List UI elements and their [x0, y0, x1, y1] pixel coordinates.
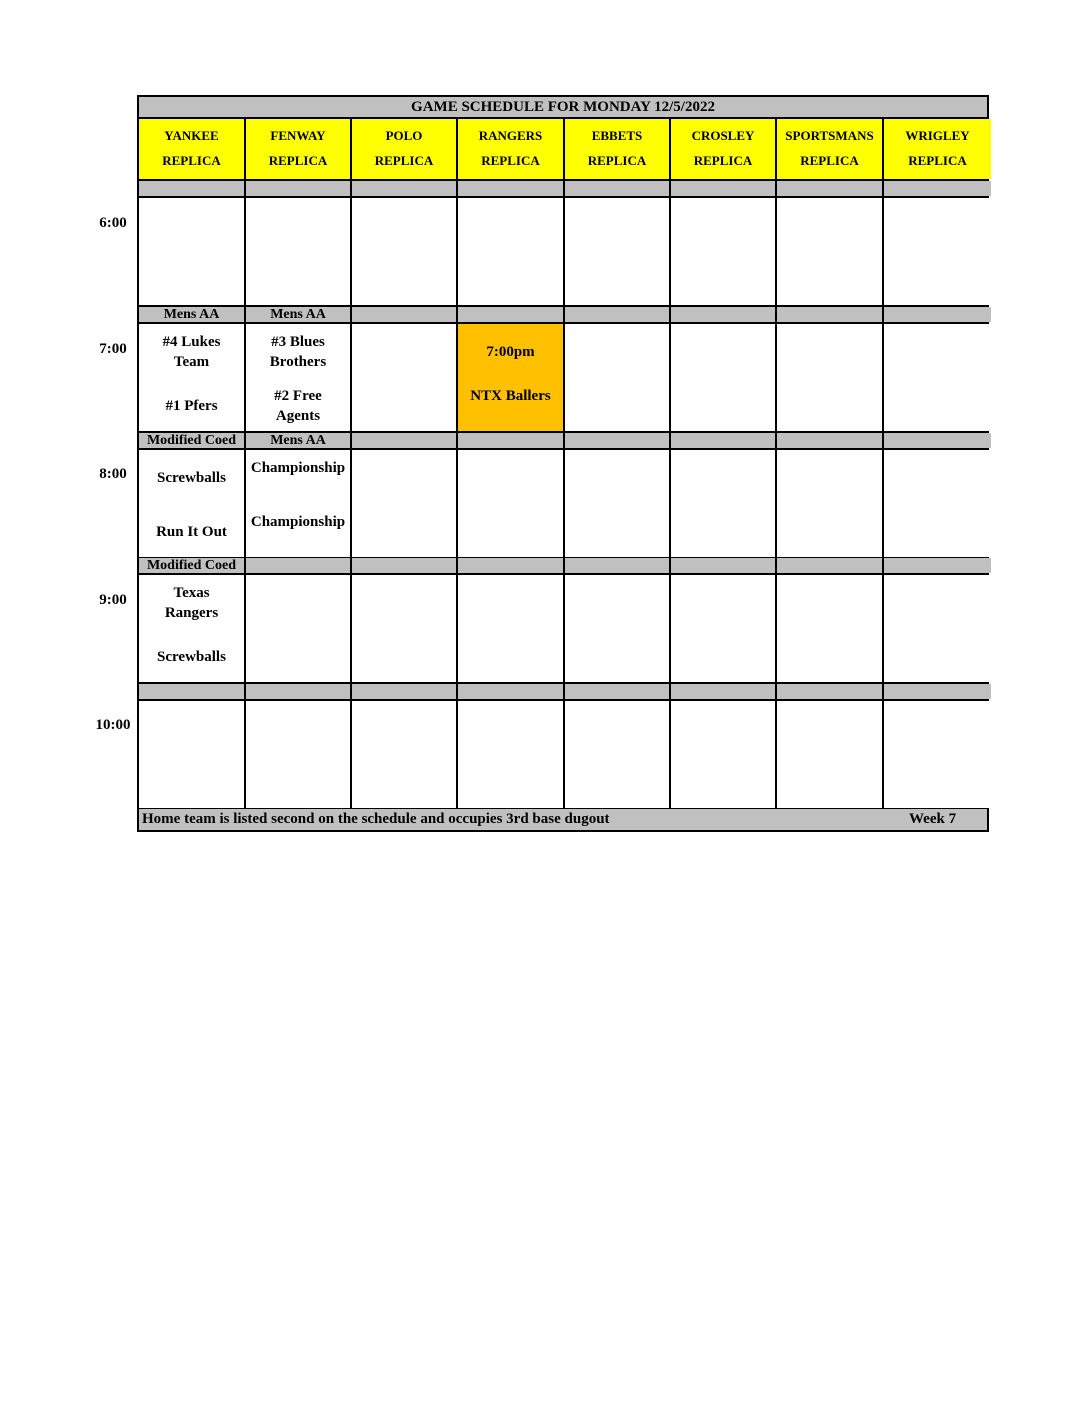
time-label: 8:00	[99, 466, 127, 482]
division-cell-1	[246, 684, 352, 699]
game-cell-7	[884, 450, 991, 557]
team-bottom: Championship	[250, 514, 346, 530]
game-cell-3	[458, 324, 565, 431]
division-cell-3	[458, 684, 565, 699]
field-name: YANKEE	[164, 127, 219, 143]
field-header-3	[458, 119, 565, 179]
division-cell-0: Modified Coed	[139, 558, 246, 573]
division-cell-6	[777, 684, 884, 699]
field-type: REPLICA	[481, 152, 540, 168]
team-top: Screwballs	[157, 470, 226, 486]
field-header-6	[777, 119, 884, 179]
game-cell-6	[777, 450, 884, 557]
field-type: REPLICA	[908, 152, 967, 168]
field-name: FENWAY	[270, 127, 326, 143]
division-row	[137, 558, 989, 575]
field-name: RANGERS	[478, 127, 543, 143]
team-top: Texas Rangers	[164, 585, 219, 621]
division-cell-2	[352, 181, 458, 196]
game-cell-7	[884, 198, 991, 305]
field-type: REPLICA	[587, 152, 647, 168]
game-cell-4	[565, 575, 671, 682]
division-cell-7	[884, 307, 991, 322]
field-header-2	[352, 119, 458, 179]
division-cell-6	[777, 307, 884, 322]
team-top: #3 Blues Brothers	[269, 334, 327, 370]
division-cell-1: Mens AA	[246, 307, 352, 322]
field-header-4	[565, 119, 671, 179]
field-type: REPLICA	[268, 152, 328, 168]
division-row	[137, 433, 989, 450]
field-name: POLO	[385, 127, 423, 143]
field-header-row	[137, 119, 989, 181]
field-header-7	[884, 119, 991, 179]
game-cell-5	[671, 324, 777, 431]
division-cell-6	[777, 181, 884, 196]
division-cell-5	[671, 181, 777, 196]
game-cell-2	[352, 701, 458, 808]
team-top: #4 Lukes Team	[162, 334, 221, 370]
division-cell-0	[139, 181, 246, 196]
field-name: CROSLEY	[691, 127, 755, 143]
time-slot-row	[137, 701, 989, 810]
game-cell-0	[139, 324, 246, 431]
division-cell-7	[884, 433, 991, 448]
home-team-note: Home team is listed second on the schedule and occupies 3rd base dugout	[142, 811, 610, 827]
division-cell-4	[565, 433, 671, 448]
time-slot-row	[137, 198, 989, 307]
game-cell-2	[352, 450, 458, 557]
game-cell-5	[671, 198, 777, 305]
division-cell-7	[884, 684, 991, 699]
week-label: Week 7	[909, 811, 957, 827]
time-label: 7:00	[99, 341, 127, 357]
division-row	[137, 181, 989, 198]
time-label: 10:00	[95, 717, 131, 733]
game-cell-4	[565, 450, 671, 557]
game-cell-0	[139, 575, 246, 682]
game-cell-1	[246, 450, 352, 557]
game-cell-1	[246, 701, 352, 808]
division-cell-1: Mens AA	[246, 433, 352, 448]
division-cell-2	[352, 684, 458, 699]
game-cell-1	[246, 324, 352, 431]
field-header-1	[246, 119, 352, 179]
field-type: REPLICA	[800, 152, 859, 168]
field-name: WRIGLEY	[905, 127, 970, 143]
game-cell-2	[352, 198, 458, 305]
division-cell-1	[246, 558, 352, 573]
division-cell-1	[246, 181, 352, 196]
game-cell-0	[139, 198, 246, 305]
division-cell-2	[352, 558, 458, 573]
division-cell-2	[352, 433, 458, 448]
division-cell-6	[777, 558, 884, 573]
division-cell-5	[671, 307, 777, 322]
division-cell-6	[777, 433, 884, 448]
game-cell-4	[565, 198, 671, 305]
game-cell-4	[565, 324, 671, 431]
game-cell-3	[458, 450, 565, 557]
game-cell-5	[671, 450, 777, 557]
division-cell-7	[884, 558, 991, 573]
division-cell-4	[565, 558, 671, 573]
game-cell-7	[884, 324, 991, 431]
schedule-title: GAME SCHEDULE FOR MONDAY 12/5/2022	[137, 95, 989, 119]
division-cell-7	[884, 181, 991, 196]
division-cell-2	[352, 307, 458, 322]
field-name: EBBETS	[591, 127, 643, 143]
division-cell-3	[458, 181, 565, 196]
game-cell-4	[565, 701, 671, 808]
field-header-5	[671, 119, 777, 179]
game-cell-0	[139, 450, 246, 557]
division-cell-0: Modified Coed	[139, 433, 246, 448]
team-bottom: Screwballs	[157, 649, 226, 665]
game-cell-6	[777, 575, 884, 682]
game-cell-1	[246, 575, 352, 682]
time-slot-row	[137, 324, 989, 433]
field-type: REPLICA	[374, 152, 434, 168]
game-cell-2	[352, 575, 458, 682]
team-top: Championship	[250, 460, 346, 476]
game-cell-6	[777, 701, 884, 808]
division-cell-4	[565, 684, 671, 699]
field-type: REPLICA	[693, 152, 753, 168]
team-bottom: Run It Out	[156, 524, 227, 540]
time-label: 9:00	[99, 592, 127, 608]
division-cell-5	[671, 558, 777, 573]
game-cell-3	[458, 575, 565, 682]
division-cell-0: Mens AA	[139, 307, 246, 322]
time-slot-row	[137, 575, 989, 684]
time-label: 6:00	[99, 215, 127, 231]
division-row	[137, 684, 989, 701]
team-bottom: #1 Pfers	[165, 398, 218, 414]
division-cell-3	[458, 433, 565, 448]
field-name: SPORTSMANS	[785, 127, 874, 143]
game-cell-3	[458, 701, 565, 808]
division-cell-0	[139, 684, 246, 699]
game-cell-2	[352, 324, 458, 431]
division-cell-3	[458, 307, 565, 322]
time-slot-row	[137, 450, 989, 559]
division-row	[137, 307, 989, 324]
game-cell-7	[884, 575, 991, 682]
game-cell-5	[671, 701, 777, 808]
field-header-0	[139, 119, 246, 179]
game-cell-6	[777, 198, 884, 305]
game-cell-3	[458, 198, 565, 305]
division-cell-4	[565, 307, 671, 322]
team-bottom: #2 Free Agents	[274, 388, 322, 424]
game-cell-6	[777, 324, 884, 431]
team-top: 7:00pm	[486, 344, 535, 360]
field-type: REPLICA	[162, 152, 221, 168]
game-cell-1	[246, 198, 352, 305]
game-cell-7	[884, 701, 991, 808]
division-cell-3	[458, 558, 565, 573]
division-cell-4	[565, 181, 671, 196]
team-bottom: NTX Ballers	[470, 388, 551, 404]
schedule-footer	[137, 809, 989, 832]
game-cell-5	[671, 575, 777, 682]
division-cell-5	[671, 433, 777, 448]
division-cell-5	[671, 684, 777, 699]
game-cell-0	[139, 701, 246, 808]
